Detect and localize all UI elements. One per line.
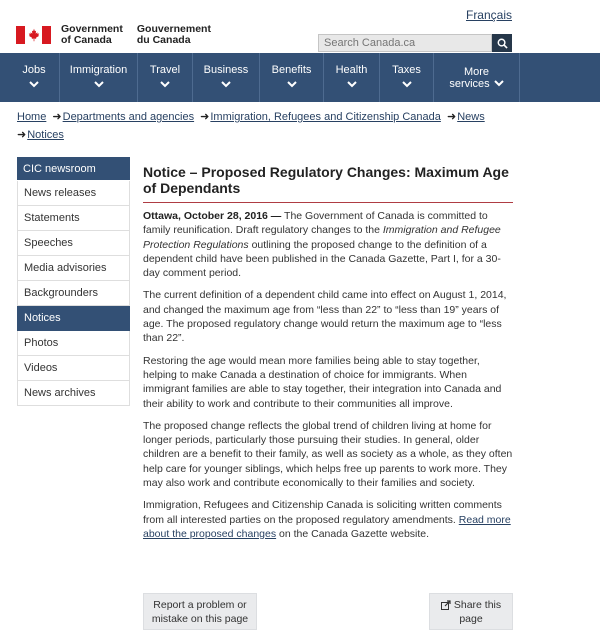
site-search	[318, 34, 512, 52]
menu-item-travel[interactable]: Travel	[138, 53, 193, 102]
breadcrumb-notices[interactable]: Notices	[27, 129, 64, 141]
report-problem-button[interactable]: Report a problem or mistake on this page	[143, 593, 257, 630]
share-page-button[interactable]: Share this page	[429, 593, 513, 630]
search-input[interactable]	[318, 34, 492, 52]
section-menu-heading[interactable]: CIC newsroom	[17, 157, 130, 181]
breadcrumb	[17, 108, 517, 144]
share-icon	[441, 600, 451, 610]
chevron-down-icon	[94, 81, 104, 88]
breadcrumb-home[interactable]: Home	[17, 111, 47, 123]
breadcrumb-ircc[interactable]: Immigration, Refugees and Citizenship Canada	[210, 111, 441, 123]
search-icon	[497, 38, 508, 49]
arrow-right-icon: ➜	[200, 111, 210, 123]
menu-item-benefits[interactable]: Benefits	[260, 53, 324, 102]
article-paragraph-4: The proposed change reflects the global trend of children living at home for longer periods, particularly those pursuing their studies. In general, older children are a benefit to their family, as well as society as a whole, as they often help care for younger siblings, which helps free up parents to work more. They may also work and contribute economically to their families and society.	[143, 419, 513, 490]
arrow-right-icon: ➜	[52, 111, 62, 123]
chevron-down-icon	[494, 80, 504, 87]
article-paragraph-1: Ottawa, October 28, 2016 — The Government of Canada is committed to family reunification. Draft regulatory changes to the Immigration and Refugee Protection Regulations outlining the proposed change to the definition of a dependent child have been published in the Canada Gazette, Part I, for a 30-day comment period.	[143, 210, 501, 280]
section-menu	[17, 157, 130, 406]
read-more-link[interactable]: Read more about the proposed changes	[143, 513, 511, 540]
language-toggle-link[interactable]: Français	[465, 8, 512, 22]
main-menu-bar	[0, 53, 600, 102]
arrow-right-icon: ➜	[446, 111, 457, 123]
chevron-down-icon	[29, 81, 39, 88]
menu-item-business[interactable]: Business	[193, 53, 260, 102]
chevron-down-icon	[160, 81, 170, 88]
article-content	[143, 164, 513, 549]
chevron-down-icon	[402, 81, 412, 88]
sidebar-item-media-advisories[interactable]: Media advisories	[17, 256, 130, 281]
sidebar-item-news-releases[interactable]: News releases	[17, 181, 130, 206]
menu-item-health[interactable]: Health	[324, 53, 380, 102]
search-button[interactable]	[492, 34, 512, 52]
sidebar-item-videos[interactable]: Videos	[17, 356, 130, 381]
menu-item-jobs[interactable]: Jobs	[9, 53, 60, 102]
gov-name-french: Gouvernement du Canada	[136, 23, 211, 46]
sidebar-item-backgrounders[interactable]: Backgrounders	[17, 281, 130, 306]
arrow-right-icon: ➜	[17, 129, 27, 141]
sidebar-item-photos[interactable]: Photos	[17, 331, 130, 356]
page-title: Notice – Proposed Regulatory Changes: Maximum Age of Dependants	[143, 164, 513, 203]
menu-item-taxes[interactable]: Taxes	[380, 53, 434, 102]
chevron-down-icon	[221, 81, 231, 88]
page-footer-actions	[143, 593, 513, 631]
menu-item-more-services[interactable]: More services	[434, 53, 520, 102]
sidebar-item-statements[interactable]: Statements	[17, 206, 130, 231]
dateline: Ottawa, October 28, 2016 —	[143, 210, 282, 222]
menu-item-immigration[interactable]: Immigration	[60, 53, 138, 102]
article-paragraph-3: Restoring the age would mean more families being able to stay together, helping to make Canada a destination of choice for immigrants. When immigrant families are able to stay together, their integration into Canada and their ability to work and contribute to their communities all improve.	[143, 354, 502, 410]
article-paragraph-2: The current definition of a dependent child came into effect on August 1, 2014, and changed the maximum age from “less than 22” to “less than 19” years of age. The proposed regulatory change would return the maximum age to “less than 22”.	[143, 289, 507, 345]
breadcrumb-news[interactable]: News	[457, 111, 485, 123]
article-paragraph-5: Immigration, Refugees and Citizenship Canada is soliciting written comments from all interested parties on the proposed regulatory amendments. Read more about the proposed changes on the Canada Gazette website.	[143, 499, 511, 540]
sidebar-item-news-archives[interactable]: News archives	[17, 381, 130, 406]
gov-name-english: Government of Canada	[61, 23, 123, 46]
sidebar-item-speeches[interactable]: Speeches	[17, 231, 130, 256]
government-signature[interactable]	[16, 24, 225, 46]
breadcrumb-departments[interactable]: Departments and agencies	[62, 111, 195, 123]
chevron-down-icon	[287, 81, 297, 88]
sidebar-item-notices[interactable]: Notices	[17, 306, 130, 331]
chevron-down-icon	[347, 81, 357, 88]
canada-flag-icon	[16, 26, 51, 44]
